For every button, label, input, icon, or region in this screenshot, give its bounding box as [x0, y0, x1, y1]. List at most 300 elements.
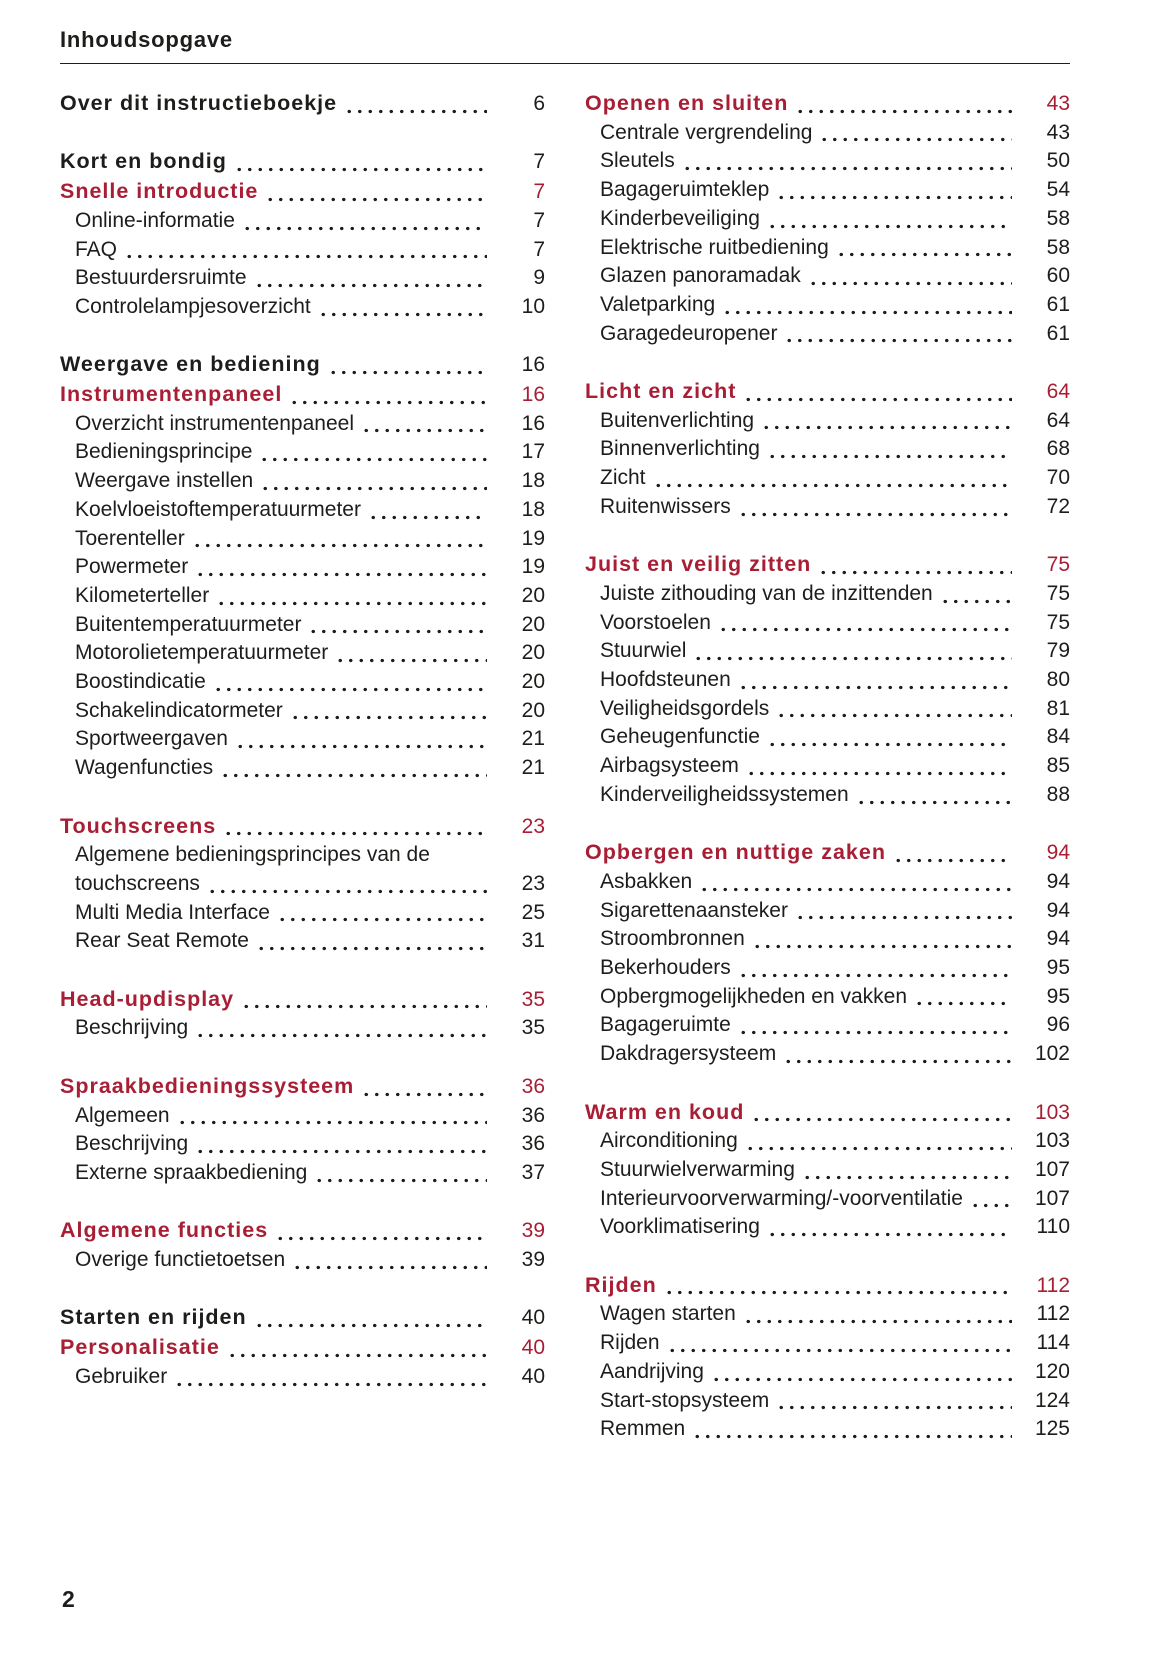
toc-entry-label: Juiste zithouding van de inzittenden: [600, 581, 933, 605]
toc-entry-label: Dakdragersysteem: [600, 1042, 777, 1066]
toc-entry-page: 6: [533, 92, 545, 115]
toc-entry-label: Garagedeuropener: [600, 321, 778, 345]
toc-entry-page: 20: [521, 670, 545, 694]
toc-entry-label: Zicht: [600, 466, 646, 490]
dot-leader: [227, 1353, 487, 1358]
toc-entry-label: Weergave instellen: [75, 469, 254, 493]
toc-entry: [585, 377, 1070, 407]
toc-entry-label: Wagen starten: [600, 1302, 736, 1326]
toc-entry-page: 68: [1046, 437, 1070, 461]
toc-entry-page: 7: [533, 150, 545, 174]
toc-entry-page: 23: [521, 814, 545, 838]
toc-entry: [60, 467, 545, 496]
dot-leader: [722, 310, 1012, 315]
toc-entry-label: Instrumentenpaneel: [60, 382, 283, 406]
toc-entry-label: Motorolietemperatuurmeter: [75, 641, 329, 665]
toc-entry-page: 94: [1046, 927, 1070, 951]
toc-entry-label: Gebruiker: [75, 1364, 168, 1388]
dot-leader: [275, 1236, 487, 1241]
toc-entry-label: Aandrijving: [600, 1359, 704, 1383]
toc-entry: [60, 639, 545, 668]
dot-leader: [767, 742, 1012, 747]
toc-entry-page: 58: [1046, 235, 1070, 259]
toc-entry: [585, 464, 1070, 493]
dot-leader: [254, 1323, 487, 1328]
toc-entry-label: Rijden: [600, 1331, 660, 1355]
toc-entry: [60, 410, 545, 439]
toc-entry-page: 36: [521, 1074, 545, 1098]
toc-entry: [60, 89, 545, 119]
toc-entry-page: 125: [1034, 1417, 1070, 1441]
toc-entry-page: 43: [1046, 92, 1070, 115]
toc-entry-label: Sigarettenaansteker: [600, 898, 788, 922]
toc-entry: [60, 1130, 545, 1159]
dot-leader: [693, 656, 1012, 661]
toc-column-1: [60, 89, 545, 1444]
dot-leader: [664, 1290, 1012, 1295]
toc-entry-label: Kinderveiligheidssystemen: [600, 782, 849, 806]
toc-entry: [585, 435, 1070, 464]
toc-entry-label: Beschrijving: [75, 1016, 189, 1040]
dot-leader: [767, 1232, 1012, 1237]
toc-entry-label: Glazen panoramadak: [600, 264, 801, 288]
toc-entry-page: 120: [1034, 1359, 1070, 1383]
dot-leader: [195, 1149, 487, 1154]
toc-entry-page: 36: [521, 1103, 545, 1127]
dot-leader: [207, 889, 487, 894]
toc-entry: [60, 525, 545, 554]
toc-entry: [585, 1185, 1070, 1214]
dot-leader: [738, 973, 1012, 978]
dot-leader: [259, 457, 487, 462]
toc-entry-page: 107: [1034, 1157, 1070, 1181]
toc-entry-label: Boostindicatie: [75, 670, 206, 694]
dot-leader: [856, 800, 1012, 805]
dot-leader: [254, 283, 487, 288]
dot-leader: [808, 281, 1012, 286]
toc-entry-label: Asbakken: [600, 869, 693, 893]
toc-entry-label: Kinderbeveiliging: [600, 206, 760, 230]
toc-entry-page: 16: [521, 411, 545, 435]
toc-group: [585, 1098, 1070, 1243]
toc-entry-page: 20: [521, 583, 545, 607]
toc-entry: [60, 207, 545, 236]
toc-group: [60, 1072, 545, 1188]
toc-entry: [585, 407, 1070, 436]
toc-entry-page: 20: [521, 641, 545, 665]
toc-group: [60, 89, 545, 119]
toc-entry: [585, 781, 1070, 810]
dot-leader: [738, 512, 1012, 517]
dot-leader: [328, 370, 487, 375]
toc-entry: [585, 1329, 1070, 1358]
dot-leader: [220, 773, 487, 778]
toc-entry-label: Ruitenwissers: [600, 494, 731, 518]
dot-leader: [216, 601, 487, 606]
toc-entry: [585, 1387, 1070, 1416]
toc-entry: [60, 350, 545, 380]
toc-entry: [60, 1014, 545, 1043]
dot-leader: [752, 944, 1012, 949]
toc-entry-label: Start-stopsysteem: [600, 1388, 770, 1412]
toc-entry-page: 10: [521, 294, 545, 318]
toc-entry-label: Stuurwiel: [600, 639, 687, 663]
toc-entry-label: Beschrijving: [75, 1132, 189, 1156]
toc-entry-label: Head-updisplay: [60, 986, 235, 1011]
toc-entry-page: 64: [1046, 408, 1070, 432]
dot-leader: [241, 1004, 487, 1009]
dot-leader: [751, 1117, 1012, 1122]
toc-entry-page: 36: [521, 1132, 545, 1156]
toc-entry-page: 84: [1046, 725, 1070, 749]
toc-entry-page: 94: [1046, 869, 1070, 893]
dot-leader: [802, 1175, 1012, 1180]
toc-entry-label: Hoofdsteunen: [600, 668, 731, 692]
toc-entry: [60, 611, 545, 640]
toc-entry: [60, 380, 545, 410]
toc-entry-page: 60: [1046, 264, 1070, 288]
toc-entry-page: 7: [533, 208, 545, 232]
toc-entry-page: 23: [521, 871, 545, 895]
dot-leader: [260, 486, 487, 491]
toc-entry-page: 19: [521, 526, 545, 550]
dot-leader: [761, 425, 1012, 430]
dot-leader: [361, 428, 487, 433]
toc-entry: [585, 119, 1070, 148]
toc-entry-label: Algemene bedieningsprincipes van de: [75, 843, 430, 867]
toc-entry-page: 75: [1046, 610, 1070, 634]
toc-entry-label: Externe spraakbediening: [75, 1160, 308, 1184]
dot-leader: [718, 627, 1012, 632]
dot-leader: [767, 224, 1012, 229]
toc-entry-page: 114: [1036, 1331, 1070, 1355]
dot-leader: [667, 1348, 1012, 1353]
toc-entry: [585, 1156, 1070, 1185]
toc-entry-page: 40: [521, 1336, 545, 1360]
dot-leader: [292, 1265, 487, 1270]
toc-entry-page: 20: [521, 612, 545, 636]
toc-entry-label: Elektrische ruitbediening: [600, 235, 829, 259]
toc-entry: [60, 927, 545, 956]
toc-entry-label: Voorstoelen: [600, 610, 711, 634]
toc-entry-page: 107: [1034, 1186, 1070, 1210]
dot-leader: [174, 1382, 487, 1387]
toc-entry-page: 95: [1046, 984, 1070, 1008]
toc-columns: [60, 89, 1070, 1444]
toc-entry-label: Toerenteller: [75, 526, 185, 550]
toc-entry: [585, 1300, 1070, 1329]
toc-entry-label: Stroombronnen: [600, 927, 745, 951]
toc-entry: [60, 841, 545, 870]
toc-group: [60, 350, 545, 783]
toc-entry-page: 40: [521, 1364, 545, 1388]
toc-entry: [60, 293, 545, 322]
toc-entry-label: Kort en bondig: [60, 149, 227, 174]
toc-entry-label: Airbagsysteem: [600, 754, 739, 778]
toc-entry-label: Bagageruimte: [600, 1013, 731, 1037]
toc-entry: [585, 1415, 1070, 1444]
toc-entry-label: Overzicht instrumentenpaneel: [75, 411, 354, 435]
toc-entry-label: Algemene functies: [60, 1218, 269, 1243]
toc-entry-page: 75: [1046, 553, 1070, 577]
dot-leader: [743, 397, 1012, 402]
dot-leader: [795, 915, 1012, 920]
toc-entry-page: 31: [521, 929, 545, 953]
toc-entry-page: 7: [533, 180, 545, 204]
dot-leader: [223, 831, 487, 836]
toc-entry: [585, 147, 1070, 176]
toc-entry: [60, 870, 545, 899]
toc-entry-page: 61: [1046, 292, 1070, 316]
dot-leader: [318, 312, 487, 317]
toc-entry-page: 40: [521, 1306, 545, 1330]
toc-entry-label: Remmen: [600, 1417, 686, 1441]
toc-entry: [585, 550, 1070, 580]
dot-leader: [335, 658, 487, 663]
dot-leader: [970, 1203, 1012, 1208]
toc-entry: [60, 754, 545, 783]
toc-entry-label: Spraakbedieningssysteem: [60, 1073, 355, 1098]
dot-leader: [256, 946, 487, 951]
dot-leader: [893, 858, 1012, 863]
dot-leader: [195, 1033, 487, 1038]
toc-entry-label: Stuurwielverwarming: [600, 1157, 795, 1181]
toc-entry: [585, 609, 1070, 638]
toc-entry-label: Opbergmogelijkheden en vakken: [600, 984, 908, 1008]
toc-column-2: [585, 89, 1070, 1444]
toc-entry-label: touchscreens: [75, 871, 200, 895]
toc-entry: [585, 176, 1070, 205]
toc-entry-label: Controlelampjesoverzicht: [75, 294, 311, 318]
toc-entry-label: Algemeen: [75, 1103, 170, 1127]
toc-entry-label: Wagenfuncties: [75, 756, 214, 780]
dot-leader: [195, 572, 487, 577]
toc-entry-page: 110: [1036, 1215, 1070, 1239]
dot-leader: [776, 195, 1012, 200]
toc-entry-page: 112: [1036, 1273, 1070, 1297]
toc-entry: [60, 1303, 545, 1333]
toc-entry: [585, 1040, 1070, 1069]
toc-entry: [585, 262, 1070, 291]
dot-leader: [940, 599, 1012, 604]
toc-group: [60, 812, 545, 957]
dot-leader: [213, 687, 487, 692]
toc-entry-label: Koelvloeistoftemperatuurmeter: [75, 497, 361, 521]
toc-entry-page: 103: [1034, 1100, 1070, 1124]
toc-entry-page: 50: [1046, 149, 1070, 173]
dot-leader: [776, 1405, 1012, 1410]
toc-entry-page: 75: [1046, 581, 1070, 605]
toc-entry-page: 16: [521, 353, 545, 377]
toc-entry-label: Starten en rijden: [60, 1305, 247, 1330]
toc-entry: [585, 983, 1070, 1012]
dot-leader: [818, 570, 1012, 575]
toc-entry-page: 19: [521, 555, 545, 579]
dot-leader: [767, 454, 1012, 459]
toc-entry: [585, 838, 1070, 868]
toc-entry-label: Bedieningsprincipe: [75, 440, 253, 464]
toc-entry: [60, 1102, 545, 1131]
toc-entry-label: Powermeter: [75, 555, 189, 579]
toc-entry-page: 43: [1046, 120, 1070, 144]
dot-leader: [819, 137, 1012, 142]
dot-leader: [699, 887, 1012, 892]
dot-leader: [290, 715, 487, 720]
toc-entry-label: Interieurvoorverwarming/-voorventilatie: [600, 1186, 963, 1210]
footer-page-number: 2: [62, 1586, 75, 1612]
dot-leader: [836, 252, 1012, 257]
toc-entry-label: Sportweergaven: [75, 727, 228, 751]
dot-leader: [738, 685, 1012, 690]
toc-entry: [60, 1363, 545, 1392]
toc-entry-page: 37: [521, 1160, 545, 1184]
toc-entry: [585, 205, 1070, 234]
toc-entry-label: Rear Seat Remote: [75, 929, 249, 953]
toc-entry-page: 39: [521, 1219, 545, 1243]
toc-entry-page: 103: [1034, 1129, 1070, 1153]
dot-leader: [784, 338, 1012, 343]
toc-entry: [60, 899, 545, 928]
toc-entry-page: 124: [1034, 1388, 1070, 1412]
toc-entry: [585, 320, 1070, 349]
toc-entry-label: Personalisatie: [60, 1335, 220, 1360]
toc-entry-page: 58: [1046, 206, 1070, 230]
dot-leader: [314, 1178, 487, 1183]
dot-leader: [745, 1146, 1012, 1151]
toc-entry-page: 20: [521, 698, 545, 722]
toc-entry: [60, 1216, 545, 1246]
toc-entry-label: Juist en veilig zitten: [585, 552, 812, 577]
dot-leader: [235, 744, 487, 749]
toc-entry: [60, 1246, 545, 1275]
toc-entry-label: Online-informatie: [75, 208, 235, 232]
toc-group: [585, 89, 1070, 348]
dot-leader: [361, 1092, 487, 1097]
toc-entry-page: 17: [521, 440, 545, 464]
toc-entry-page: 18: [521, 497, 545, 521]
toc-group: [585, 1271, 1070, 1444]
toc-entry: [60, 236, 545, 265]
toc-entry: [585, 666, 1070, 695]
toc-entry: [60, 697, 545, 726]
dot-leader: [289, 400, 487, 405]
toc-entry-page: 80: [1046, 668, 1070, 692]
toc-entry-page: 7: [533, 237, 545, 261]
toc-entry: [60, 147, 545, 177]
toc-entry-page: 96: [1046, 1013, 1070, 1037]
toc-entry: [585, 637, 1070, 666]
toc-entry: [60, 668, 545, 697]
toc-entry: [585, 1127, 1070, 1156]
toc-entry-label: Bestuurdersruimte: [75, 266, 247, 290]
toc-entry-page: 9: [533, 266, 545, 290]
dot-leader: [738, 1030, 1012, 1035]
toc-entry-label: Binnenverlichting: [600, 437, 760, 461]
toc-entry-label: Buitenverlichting: [600, 408, 755, 432]
toc-entry-page: 112: [1036, 1302, 1070, 1326]
toc-entry: [585, 897, 1070, 926]
dot-leader: [344, 109, 487, 114]
toc-entry-label: Multi Media Interface: [75, 900, 270, 924]
toc-entry: [585, 89, 1070, 119]
toc-entry-page: 54: [1046, 178, 1070, 202]
dot-leader: [242, 226, 487, 231]
toc-entry: [585, 493, 1070, 522]
toc-entry: [60, 1159, 545, 1188]
toc-entry: [60, 582, 545, 611]
toc-entry: [60, 985, 545, 1015]
toc-entry: [585, 723, 1070, 752]
toc-entry-label: Centrale vergrendeling: [600, 120, 813, 144]
toc-entry-label: Schakelindicatormeter: [75, 698, 283, 722]
toc-group: [585, 550, 1070, 809]
toc-entry-label: Kilometerteller: [75, 583, 210, 607]
dot-leader: [783, 1059, 1012, 1064]
toc-entry: [60, 496, 545, 525]
toc-entry: [585, 752, 1070, 781]
toc-entry-page: 94: [1046, 898, 1070, 922]
toc-entry: [60, 812, 545, 842]
toc-entry: [585, 695, 1070, 724]
dot-leader: [653, 483, 1012, 488]
dot-leader: [192, 543, 487, 548]
toc-group: [585, 838, 1070, 1069]
toc-entry: [585, 954, 1070, 983]
toc-entry: [585, 1358, 1070, 1387]
toc-entry: [585, 1213, 1070, 1242]
toc-entry-page: 25: [521, 900, 545, 924]
toc-entry-label: Opbergen en nuttige zaken: [585, 840, 886, 865]
toc-entry-page: 64: [1046, 380, 1070, 404]
toc-group: [585, 377, 1070, 522]
toc-entry: [60, 1072, 545, 1102]
toc-entry-page: 88: [1046, 782, 1070, 806]
toc-entry-page: 21: [521, 727, 545, 751]
toc-group: [60, 1303, 545, 1391]
toc-entry-label: Overige functietoetsen: [75, 1248, 286, 1272]
toc-entry-page: 81: [1046, 696, 1070, 720]
dot-leader: [177, 1120, 487, 1125]
toc-group: [60, 985, 545, 1043]
page-title: Inhoudsopgave: [60, 28, 1070, 64]
toc-entry-label: Warm en koud: [585, 1099, 745, 1124]
toc-entry-label: FAQ: [75, 237, 118, 261]
toc-entry-label: Touchscreens: [60, 813, 217, 838]
toc-entry-label: Valetparking: [600, 292, 716, 316]
dot-leader: [795, 109, 1012, 114]
toc-entry-label: Voorklimatisering: [600, 1215, 760, 1239]
toc-entry-page: 16: [521, 383, 545, 406]
toc-entry-page: 61: [1046, 321, 1070, 345]
toc-entry-page: 72: [1046, 494, 1070, 518]
dot-leader: [368, 515, 487, 520]
toc-entry-label: Buitentemperatuurmeter: [75, 612, 302, 636]
toc-entry: [585, 1271, 1070, 1301]
toc-entry-page: 21: [521, 756, 545, 780]
toc-entry: [60, 553, 545, 582]
dot-leader: [265, 197, 487, 202]
toc-entry-label: Weergave en bediening: [60, 352, 321, 377]
toc-entry: [585, 1098, 1070, 1128]
toc-entry-label: Snelle introductie: [60, 179, 259, 204]
toc-entry: [60, 438, 545, 467]
toc-entry: [585, 925, 1070, 954]
toc-entry-label: Sleutels: [600, 149, 675, 173]
toc-entry-page: 85: [1046, 754, 1070, 778]
dot-leader: [277, 917, 487, 922]
toc-entry-label: Openen en sluiten: [585, 91, 789, 115]
dot-leader: [914, 1001, 1012, 1006]
